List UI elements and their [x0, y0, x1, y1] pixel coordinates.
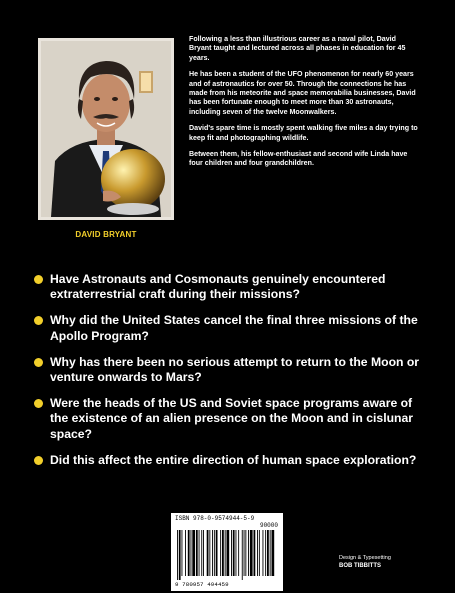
bullet-dot-icon [34, 316, 43, 325]
barcode-bar [231, 530, 232, 576]
design-credit [339, 554, 429, 570]
ean-digits: 9 780957 494459 [175, 581, 229, 588]
barcode-bar [257, 530, 258, 576]
barcode-bar [192, 530, 195, 576]
barcode-bar [214, 530, 215, 576]
question-item [34, 272, 429, 303]
question-text: Were the heads of the US and Soviet space programs aware of the existence of an alien presence on the Moon and in cislunar space? [50, 395, 414, 441]
credit-name: BOB TIBBITTS [339, 563, 381, 569]
barcode-bar [220, 530, 221, 576]
bio-paragraph: Following a less than illustrious career as a naval pilot, David Bryant taught and lectured across all phases in education for 45 years. [189, 35, 406, 62]
author-photo [38, 38, 174, 220]
barcode-bar [233, 530, 235, 576]
barcode-bar [182, 530, 183, 576]
bio-paragraph: David's spare time is mostly spent walking five miles a day trying to keep fit and photographing wildlife. [189, 124, 418, 142]
barcode-bar [265, 530, 266, 576]
barcode-bar [222, 530, 224, 576]
barcode-bar [201, 530, 202, 576]
bullet-dot-icon [34, 399, 43, 408]
author-photo-caption: DAVID BRYANT [75, 230, 137, 239]
barcode-bar [263, 530, 264, 576]
barcode-bar [185, 530, 186, 576]
barcode-bar [270, 530, 271, 576]
bullet-dot-icon [34, 358, 43, 367]
barcode-bar [196, 530, 198, 576]
barcode-bar [245, 530, 246, 576]
question-text: Why has there been no serious attempt to return to the Moon or venture onwards to Mars? [50, 354, 420, 385]
barcode-bar [227, 530, 230, 576]
barcode-bar [238, 530, 239, 576]
question-text: Have Astronauts and Cosmonauts genuinely encountered extraterrestrial craft during their missions? [50, 272, 386, 302]
question-item [34, 313, 429, 344]
barcode-bar [188, 530, 190, 576]
author-portrait-illustration [41, 41, 171, 217]
barcode-bar [203, 530, 204, 576]
barcode-bar [267, 530, 269, 576]
barcode-bar [199, 530, 200, 576]
barcode-bar [244, 530, 245, 576]
barcode-bar [248, 530, 249, 576]
isbn-text: ISBN 978-0-9574944-5-9 [175, 515, 255, 522]
question-text: Did this affect the entire direction of human space exploration? [50, 452, 417, 467]
barcode-bar [177, 530, 178, 580]
barcode-bar [272, 530, 275, 576]
bio-paragraph: He has been a student of the UFO phenomenon for nearly 60 years and of astronautics for over 50. Through the connections he has made from his meteorite and space memorabilia businesses, David has been fortunate enough to meet more than 30 astronauts, including seven of the twelve Moonwalkers. [189, 70, 416, 116]
author-bio [189, 35, 419, 176]
bullet-dot-icon [34, 456, 43, 465]
price-code: 90000 [259, 522, 278, 529]
barcode-bars-icon [176, 530, 278, 580]
question-item [34, 396, 429, 442]
barcode-bar [179, 530, 181, 580]
barcode-bar [191, 530, 192, 576]
barcode-bar [212, 530, 213, 576]
barcode-bar [254, 530, 256, 576]
question-list [34, 272, 429, 479]
barcode-bar [207, 530, 209, 576]
barcode-bar [216, 530, 218, 576]
credit-label: Design & Typesetting [339, 555, 391, 561]
barcode-bar [250, 530, 253, 576]
barcode-bar [209, 530, 210, 576]
barcode-bar [236, 530, 237, 576]
bullet-dot-icon [34, 275, 43, 284]
question-item [34, 355, 429, 386]
barcode-bar [242, 530, 243, 580]
bio-paragraph: Between them, his fellow-enthusiast and second wife Linda have four children and four grandchildren. [189, 150, 408, 168]
isbn-barcode [171, 513, 283, 591]
question-text: Why did the United States cancel the final three missions of the Apollo Program? [50, 313, 418, 343]
question-item [34, 453, 429, 468]
barcode-bar [225, 530, 226, 576]
barcode-bar [259, 530, 260, 576]
